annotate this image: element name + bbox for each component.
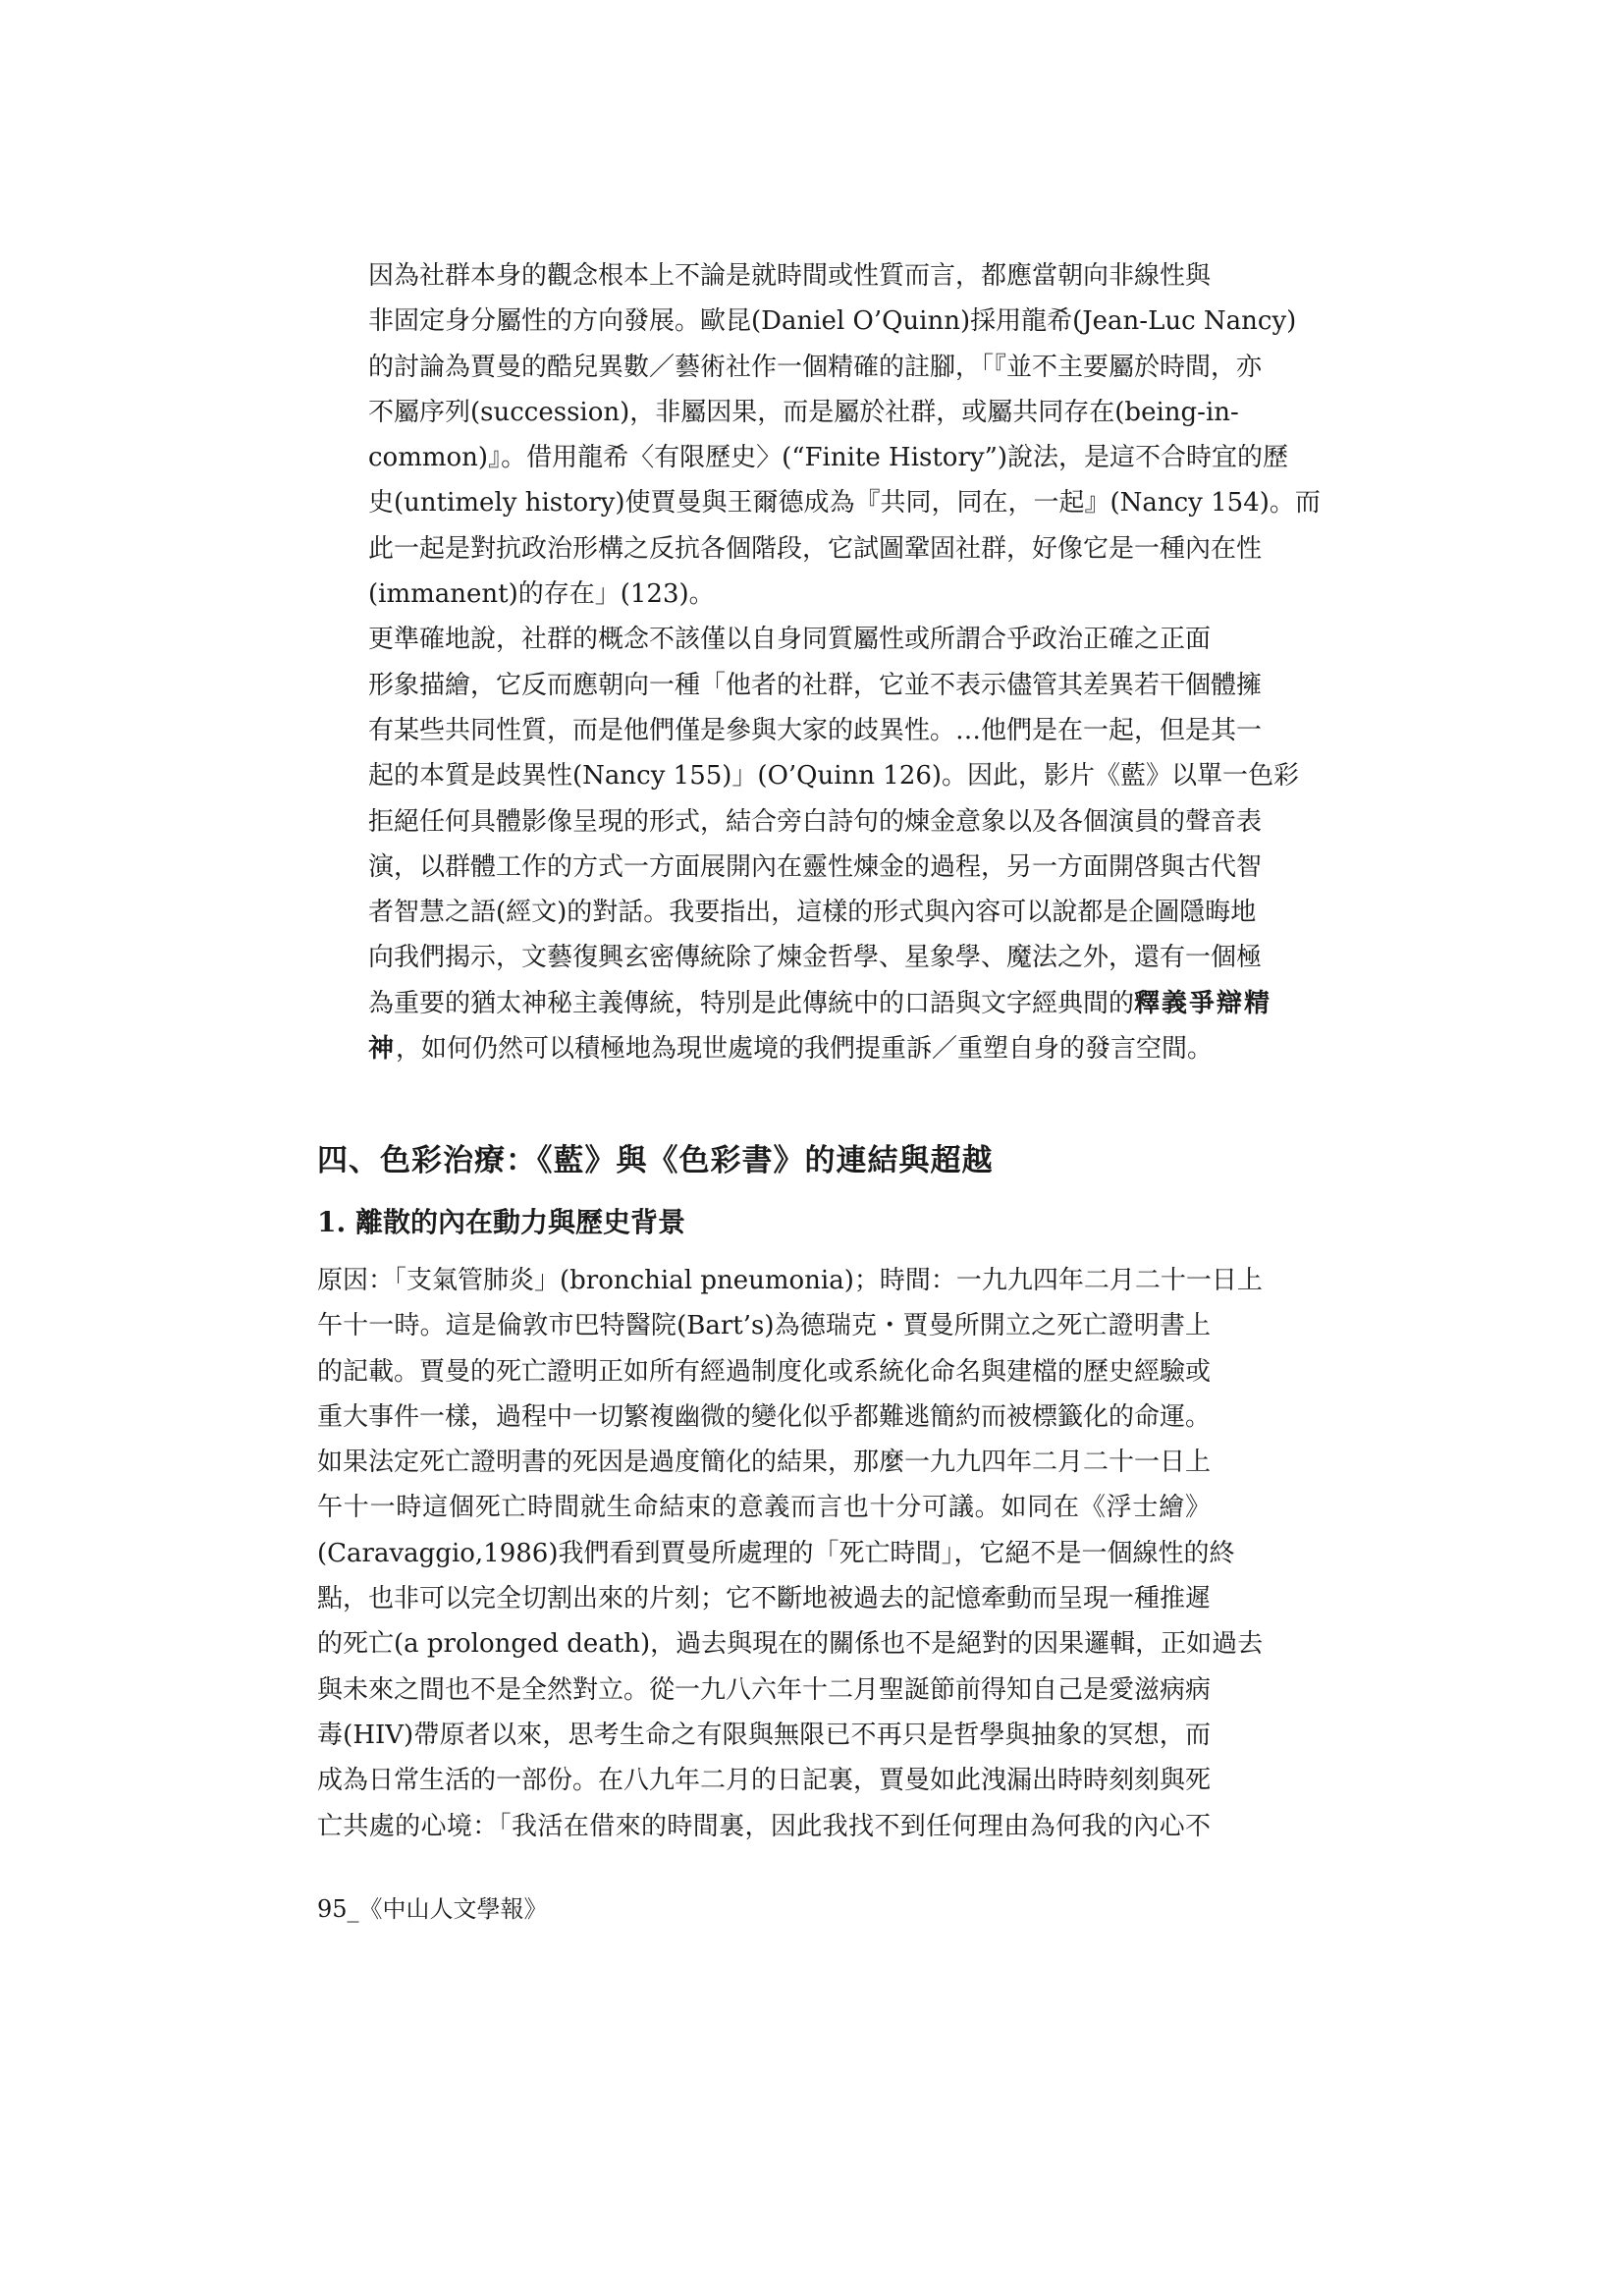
text-segment: ，如何仍然可以積極地為現世處境的我們提重訴／重塑自身的發言空間。	[396, 1034, 1214, 1065]
paragraph-3	[317, 1258, 1264, 1849]
text-line: 向我們揭示，文藝復興玄密傳統除了煉金哲學、星象學、魔法之外，還有一個極	[368, 943, 1263, 973]
text-line: 原因：「支氣管肺炎」(bronchial pneumonia)；時間：一九九四年二月二十一日上	[317, 1266, 1263, 1295]
text-line: 毒(HIV)帶原者以來，思考生命之有限與無限已不再只是哲學與抽象的冥想，而	[317, 1720, 1211, 1750]
body-text-bottom	[317, 1258, 1264, 1849]
page-footer: 95_《中山人文學報》	[317, 1895, 548, 1923]
text-line: 點，也非可以完全切割出來的片刻；它不斷地被過去的記憶牽動而呈現一種推遲	[317, 1584, 1212, 1614]
text-line: 與未來之間也不是全然對立。從一九八六年十二月聖誕節前得知自己是愛滋病病	[317, 1674, 1212, 1705]
text-line: 的討論為賈曼的酷兒異數／藝術社作一個精確的註腳，「『並不主要屬於時間，亦	[368, 352, 1263, 382]
text-line: common)』。借用龍希〈有限歷史〉(“Finite History”)說法，是這不合時宜的歷	[368, 443, 1289, 473]
text-line: 不屬序列(succession)，非屬因果，而是屬於社群，或屬共同存在(being-in-	[368, 397, 1239, 427]
body-text-top	[317, 253, 1321, 1071]
text-line: 亡共處的心境：「我活在借來的時間裏，因此我找不到任何理由為何我的內心不	[317, 1811, 1211, 1841]
text-line: 的死亡(a prolonged death)，過去與現在的關係也不是絕對的因果邏輯，正如過去	[317, 1629, 1264, 1660]
text-line: 演，以群體工作的方式一方面展開內在靈性煉金的過程，另一方面開啓與古代智	[368, 851, 1263, 882]
text-line: 形象描繪，它反而應朝向一種「他者的社群，它並不表示儘管其差異若干個體擁	[368, 670, 1263, 700]
text-line: 此一起是對抗政治形構之反抗各個階段，它試圖鞏固社群，好像它是一種內在性	[368, 533, 1263, 564]
text-line: 拒絕任何具體影像呈現的形式，結合旁白詩句的煉金意象以及各個演員的聲音表	[368, 806, 1263, 837]
text-line: 因為社群本身的觀念根本上不論是就時間或性質而言，都應當朝向非線性與	[368, 261, 1212, 291]
text-line: 午十一時。這是倫敦市巴特醫院(Bart’s)為德瑞克・賈曼所開立之死亡證明書上	[317, 1311, 1211, 1341]
text-line: 起的本質是歧異性(Nancy 155)」(O’Quinn 126)。因此，影片《藍》以單一色彩	[368, 761, 1300, 792]
text-line: (immanent)的存在」(123)。	[368, 579, 715, 610]
emphasis-text: 神	[368, 1034, 397, 1065]
section-heading: 四、色彩治療：《藍》與《色彩書》的連結與超越	[317, 1143, 994, 1178]
text-line: 如果法定死亡證明書的死因是過度簡化的結果，那麼一九九四年二月二十一日上	[317, 1448, 1212, 1478]
paragraph-2	[317, 617, 1300, 1071]
text-line-with-emphasis	[317, 981, 1272, 1026]
text-line: 成為日常生活的一部份。在八九年二月的日記裏，賈曼如此洩漏出時時刻刻與死	[317, 1766, 1212, 1796]
text-line: 午十一時這個死亡時間就生命結束的意義而言也十分可議。如同在《浮士繪》	[317, 1493, 1211, 1523]
paragraph-1	[317, 253, 1321, 617]
text-line: 非固定身分屬性的方向發展。歐昆(Daniel O’Quinn)採用龍希(Jean-Luc Nancy)	[368, 306, 1297, 337]
text-line: 重大事件一樣，過程中一切繁複幽微的變化似乎都難逃簡約而被標籤化的命運。	[317, 1401, 1212, 1432]
text-line-with-emphasis	[317, 1026, 1214, 1071]
text-line: 更準確地說，社群的概念不該僅以自身同質屬性或所謂合乎政治正確之正面	[368, 625, 1212, 655]
text-line: 者智慧之語(經文)的對話。我要指出，這樣的形式與內容可以說都是企圖隱晦地	[368, 898, 1257, 928]
text-line: 有某些共同性質，而是他們僅是參與大家的歧異性。…他們是在一起，但是其一	[368, 715, 1263, 745]
text-line: 史(untimely history)使賈曼與王爾德成為『共同，同在，一起』(Nancy 154)。而	[368, 488, 1321, 519]
sub-heading: 1. 離散的內在動力與歷史背景	[317, 1206, 685, 1238]
text-segment: 為重要的猶太神秘主義傳統，特別是此傳統中的口語與文字經典間的	[368, 988, 1135, 1018]
emphasis-text: 釋義爭辯精	[1134, 988, 1272, 1018]
text-line: (Caravaggio,1986)我們看到賈曼所處理的「死亡時間」，它絕不是一個線性的終	[317, 1538, 1235, 1568]
text-line: 的記載。賈曼的死亡證明正如所有經過制度化或系統化命名與建檔的歷史經驗或	[317, 1356, 1212, 1387]
